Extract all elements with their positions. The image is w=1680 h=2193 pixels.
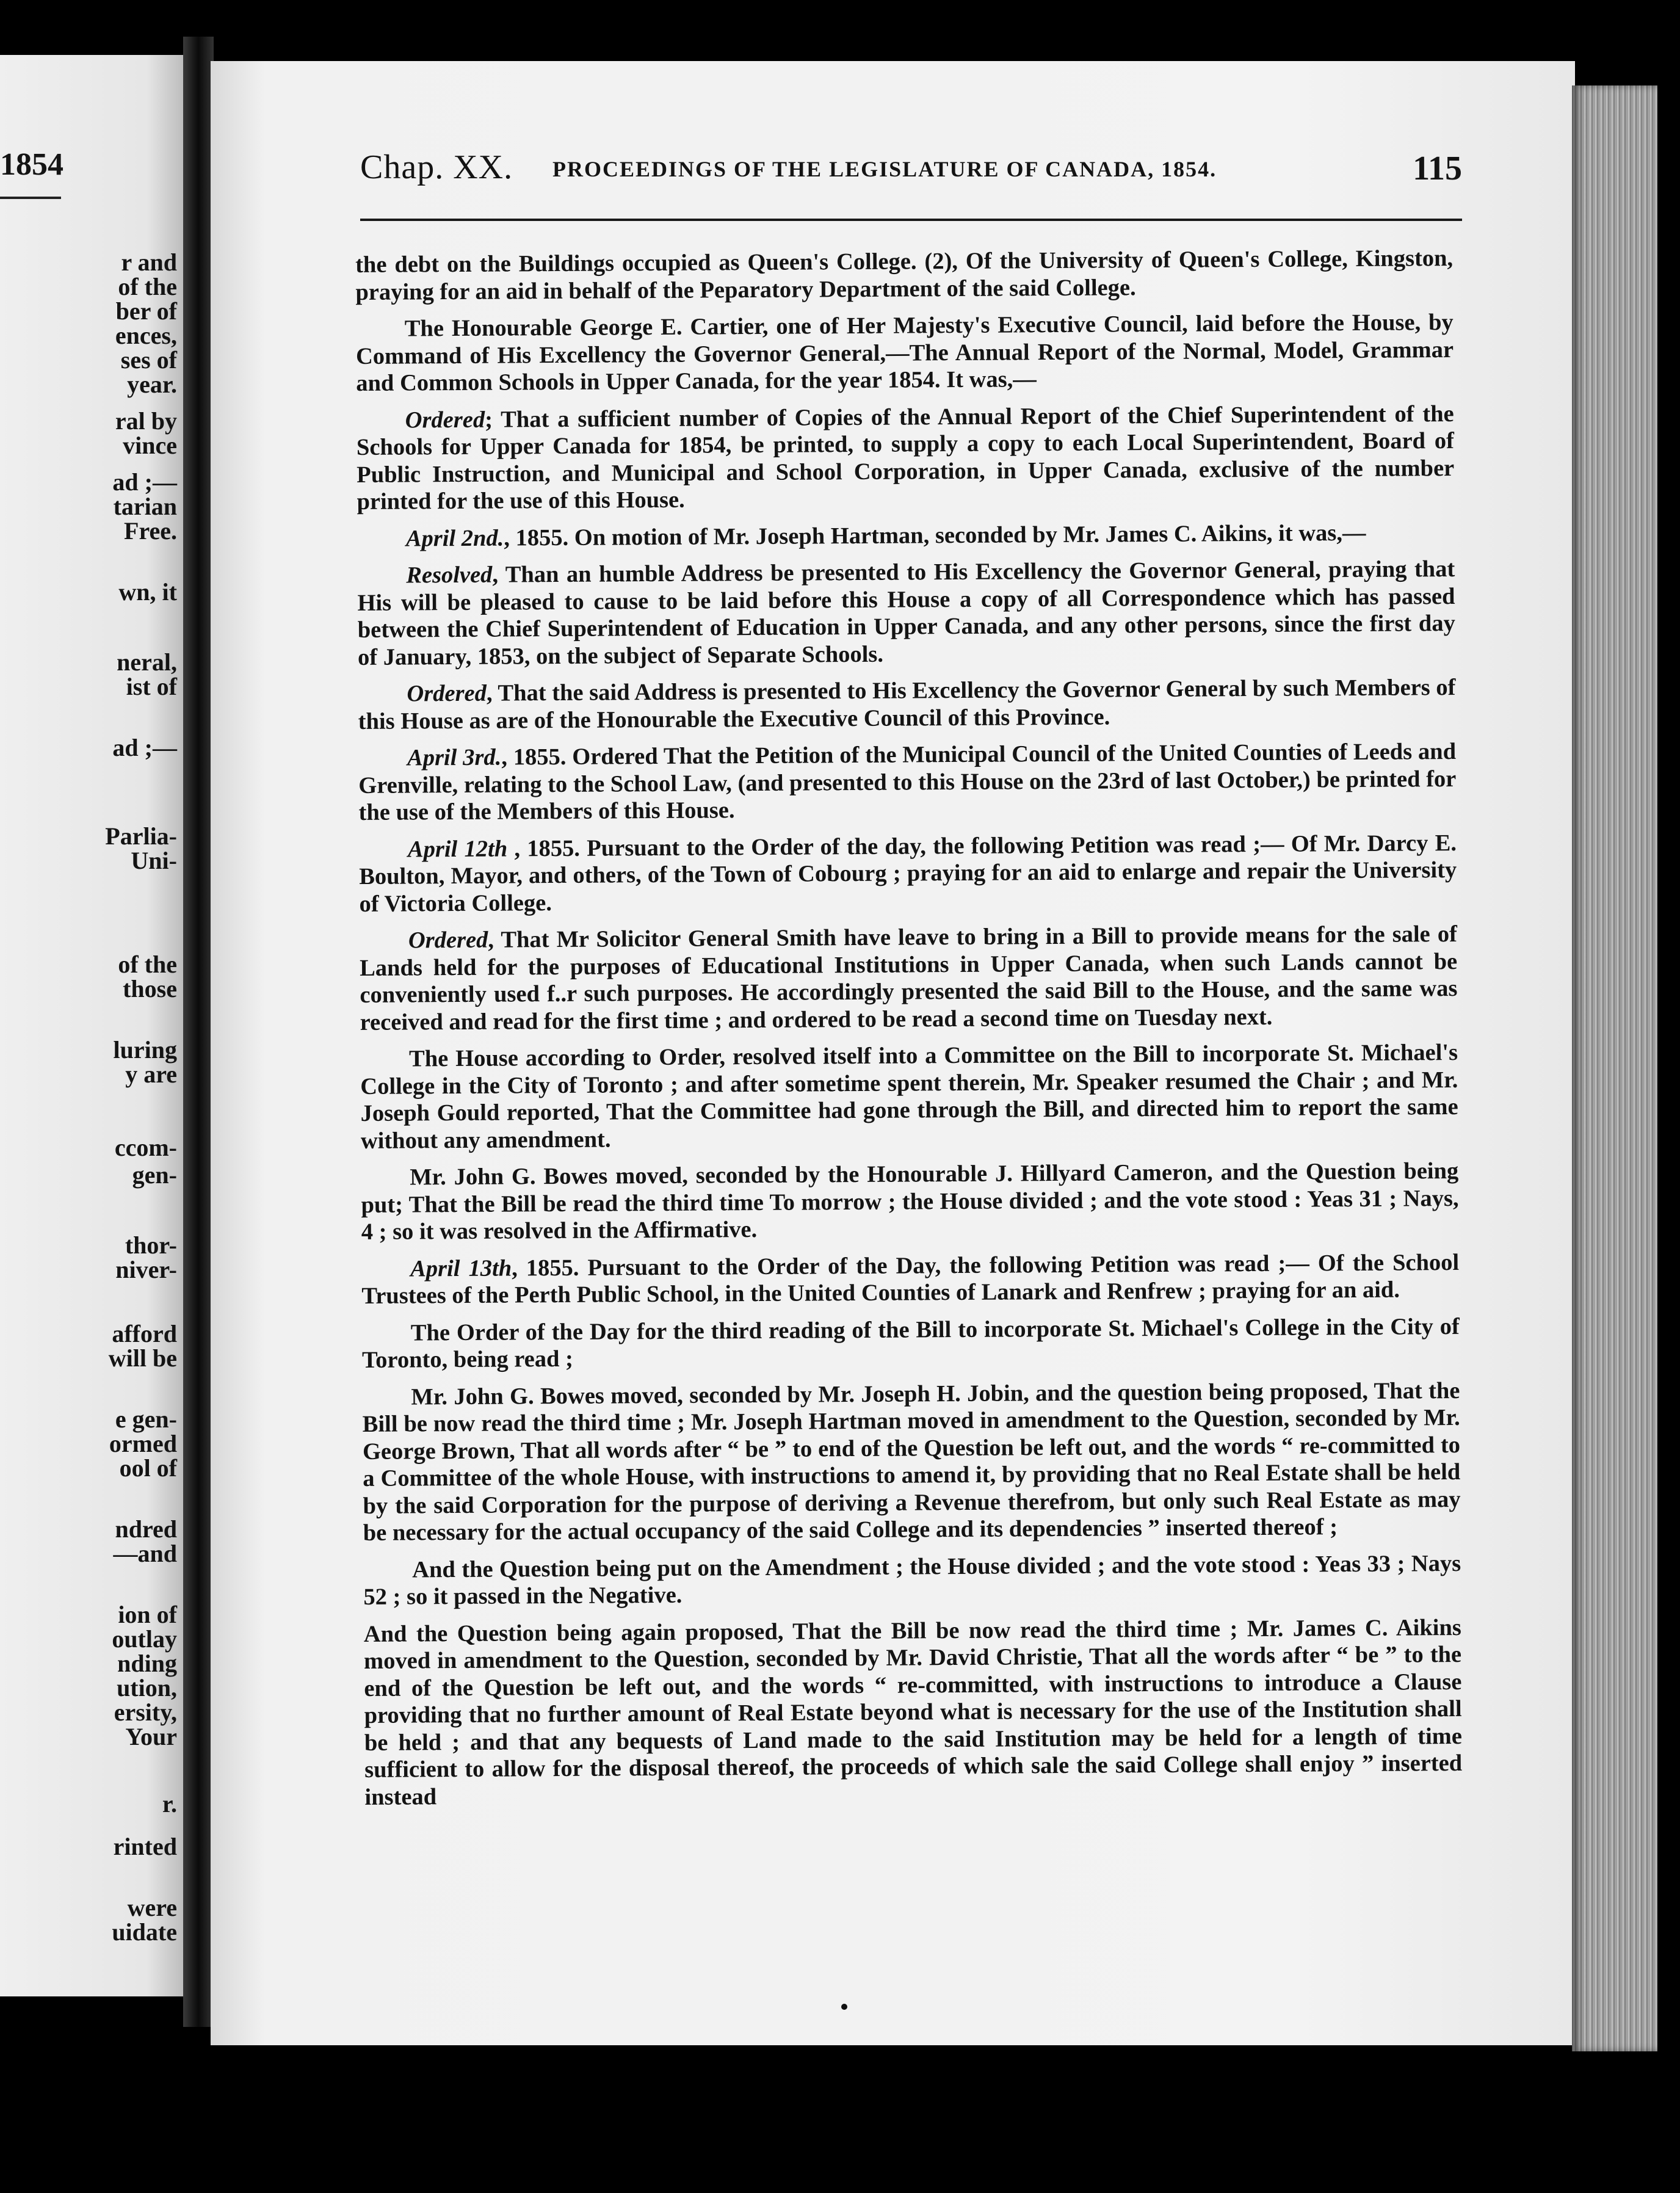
paragraph bbox=[356, 309, 1454, 397]
left-page-fragment: rinted bbox=[113, 1833, 177, 1860]
paragraph-lead: April 2nd. bbox=[405, 525, 504, 552]
left-page-fragment: niver- bbox=[115, 1256, 177, 1283]
left-page-fragment: Parlia- bbox=[105, 822, 177, 850]
paragraph-text: , Than an humble Address be presented to His Excellency the Governor General, praying that His will be pleased to cause to be laid before this House a copy of all Correspondence which has passed between the Chief Superintendent of Education in Upper Canada, and any other persons, since the first day of January, 1853, on the subject of Separate Schools. bbox=[357, 556, 1455, 670]
paragraph-text: And the Question being put on the Amendment ; the House divided ; and the vote stood : Yeas 33 ; Nays 52 ; so it passed in the Negative. bbox=[363, 1550, 1461, 1610]
chapter-label: Chap. XX. bbox=[360, 148, 513, 186]
paragraph bbox=[361, 1249, 1460, 1310]
paragraph-lead: April 12th bbox=[407, 835, 508, 862]
paragraph-lead: April 13th bbox=[410, 1255, 512, 1281]
paragraph bbox=[362, 1313, 1460, 1374]
left-page-fragment: year. bbox=[127, 371, 177, 398]
paragraph-text: Mr. John G. Bowes moved, seconded by the Honourable J. Hillyard Cameron, and the Question being put; That the Bill be read the third time To morrow ; the House divided ; and the vote stood : Yeas 31 ; Nays, 4 ; so it was resolved in the Affirmative. bbox=[361, 1158, 1459, 1245]
left-page-fragment: ution, bbox=[117, 1674, 177, 1702]
left-page-fragment: ion of bbox=[118, 1601, 177, 1628]
page-number: 115 bbox=[1413, 150, 1462, 187]
left-header-rule bbox=[0, 197, 61, 199]
left-page-fragment: outlay bbox=[112, 1625, 177, 1653]
left-page-fragment: ersity, bbox=[114, 1698, 177, 1726]
left-page-number: 1854 bbox=[0, 147, 63, 182]
paragraph-text: , 1855. Pursuant to the Order of the day, the following Petition was read ;— Of Mr. Darcy E. Boulton, Mayor, and others, of the Town of Cobourg ; praying for an aid to enlarge and repair the University of Victoria College. bbox=[359, 830, 1457, 917]
paragraph bbox=[357, 401, 1455, 516]
left-page-fragment: afford bbox=[112, 1320, 177, 1347]
paragraph-text: , 1855. Ordered That the Petition of the Municipal Council of the United Counties of Leeds and Grenville, relating to the School Law, (and presented to this House on the 23rd of last October,) be printed for the use of the Members of this House. bbox=[358, 739, 1457, 825]
left-page-fragment: Free. bbox=[124, 517, 177, 545]
left-page-fragment: luring bbox=[113, 1036, 177, 1064]
paragraph-lead: April 3rd. bbox=[407, 744, 502, 771]
left-page-fragment: nding bbox=[117, 1650, 177, 1677]
paragraph bbox=[357, 519, 1455, 553]
paragraph bbox=[360, 921, 1458, 1036]
left-page-fragment: vince bbox=[123, 432, 177, 459]
paragraph-lead: Resolved bbox=[406, 562, 493, 589]
left-page-fragment: Your bbox=[125, 1723, 177, 1750]
paragraph-text: , That the said Address is presented to His Excellency the Governor General by such Members of this House as are of the Honourable the Executive Council of this Province. bbox=[358, 675, 1456, 734]
paragraph-text: the debt on the Buildings occupied as Queen's College. (2), Of the University of Queen's College, Kingston, praying for an aid in behalf of the Peparatory Department of the said College. bbox=[355, 245, 1454, 305]
left-page-fragment: those bbox=[123, 975, 177, 1002]
paragraph bbox=[364, 1614, 1463, 1810]
paragraph bbox=[358, 738, 1457, 826]
paragraph-lead: Ordered bbox=[405, 407, 485, 433]
left-page-fragment: ses of bbox=[120, 346, 177, 374]
running-title: PROCEEDINGS OF THE LEGISLATURE OF CANADA, 1854. bbox=[552, 157, 1217, 181]
paragraph-text: The Honourable George E. Cartier, one of Her Majesty's Executive Council, laid before the House, by Command of His Excellency the Governor General,—The Annual Report of the Normal, Model, Grammar and Common Schools in Upper Canada, for the year 1854. It was,— bbox=[355, 310, 1454, 396]
left-page-fragment: ad ;— bbox=[112, 468, 177, 496]
paragraph-text: The Order of the Day for the third reading of the Bill to incorporate St. Michael's College in the City of Toronto, being read ; bbox=[361, 1313, 1460, 1373]
paragraph-lead: Ordered bbox=[407, 680, 487, 707]
paragraph-text: Mr. John G. Bowes moved, seconded by Mr. Joseph H. Jobin, and the question being proposed, That the Bill be now read the third time ; Mr. Joseph Hartman moved in amendment to the Question, seconded by Mr. George Brown, That all words after “ be ” to end of the Question be left out, and the words “ re-committed to a Committee of the whole House, with instructions to amend it, by providing that no Real Estate shall be held by the said Corporation for the purpose of deriving a Revenue therefrom, but only such Real Estate as may be necessary for the actual occupancy of the said College and its dependencies ” inserted thereof ; bbox=[362, 1377, 1461, 1546]
left-page-fragment: ndred bbox=[115, 1515, 177, 1543]
left-page-fragment: thor- bbox=[125, 1231, 177, 1259]
paragraph bbox=[359, 829, 1457, 917]
left-page-fragment: were bbox=[127, 1894, 177, 1921]
paragraph-text: , 1855. Pursuant to the Order of the Day, the following Petition was read ;— Of the School Trustees of the Perth Public School, in the United Counties of Lanark and Renfrew ; praying for an aid. bbox=[361, 1249, 1460, 1309]
left-page-fragment: will be bbox=[108, 1344, 177, 1372]
paragraph bbox=[362, 1377, 1461, 1546]
paragraph-text: , 1855. On motion of Mr. Joseph Hartman, seconded by Mr. James C. Aikins, it was,— bbox=[504, 520, 1366, 551]
left-page-fragment: of the bbox=[118, 273, 177, 300]
left-page-fragment: Uni- bbox=[131, 847, 177, 874]
left-page-fragment: r. bbox=[162, 1790, 177, 1818]
left-page-fragment: ool of bbox=[119, 1454, 177, 1482]
paragraph bbox=[358, 674, 1456, 735]
left-page-fragment: gen- bbox=[132, 1161, 177, 1189]
left-page-fragment: r and bbox=[121, 248, 177, 276]
header-rule bbox=[360, 219, 1462, 221]
paragraph-lead: Ordered bbox=[408, 927, 488, 954]
left-page-fragment: of the bbox=[118, 951, 177, 978]
paragraph-text: The House according to Order, resolved itself into a Committee on the Bill to incorporate St. Michael's College in the City of Toronto ; and after sometime spent therein, Mr. Speaker resumed the Chair ; and Mr. Joseph Gould reported, That the Committee had gone through the Bill, and directed him to report the same without any amendment. bbox=[360, 1039, 1458, 1154]
ink-speck bbox=[841, 2004, 847, 2010]
left-page-fragment: neral, bbox=[117, 648, 177, 676]
left-page-fragment: ccom- bbox=[114, 1134, 177, 1161]
left-page-fragment: ad ;— bbox=[112, 734, 177, 761]
left-page-fragment: y are bbox=[125, 1060, 177, 1088]
page-edges bbox=[1572, 85, 1657, 2051]
body-text bbox=[355, 245, 1463, 1811]
left-page-fragment: ences, bbox=[115, 322, 177, 349]
left-page-fragment: —and bbox=[113, 1540, 177, 1567]
paragraph bbox=[357, 556, 1455, 671]
paragraph bbox=[360, 1039, 1458, 1154]
left-page-fragment: tarian bbox=[113, 493, 177, 520]
book-gutter bbox=[183, 37, 214, 2027]
left-page-fragment: uidate bbox=[112, 1918, 177, 1946]
paragraph bbox=[363, 1550, 1461, 1611]
left-page-fragment: ist of bbox=[126, 673, 177, 700]
left-page-fragment: wn, it bbox=[118, 578, 177, 606]
left-page-fragment: ral by bbox=[115, 407, 177, 435]
page-header bbox=[360, 148, 1462, 197]
left-page-margin bbox=[0, 55, 183, 1996]
paragraph-text: , That Mr Solicitor General Smith have leave to bring in a Bill to provide means for the sale of Lands held for the purposes of Educational Institutions in Upper Canada, when such Lands cannot be conveniently used f..r such purposes. He accordingly presented the said Bill to the House, and the same was received and read for the first time ; and ordered to be read a second time on Tuesday next. bbox=[360, 921, 1458, 1035]
paragraph bbox=[361, 1158, 1459, 1245]
left-page-fragment: e gen- bbox=[115, 1405, 177, 1433]
paragraph-text: ; That a sufficient number of Copies of the Annual Report of the Chief Superintendent of the Schools for Upper Canada for 1854, be printed, to supply a copy to each Local Superintendent, Board of Public Instruction, and Municipal and School Corporation, in Upper Canada, exclusive of the number printed for the use of this House. bbox=[356, 401, 1455, 515]
left-page-fragment: ber of bbox=[115, 297, 177, 325]
paragraph bbox=[355, 245, 1454, 306]
paragraph-text: And the Question being again proposed, That the Bill be now read the third time ; Mr. James C. Aikins moved in amendment to the Question, seconded by Mr. David Christie, That all the words after “ be ” to the end of the Question be left out, and the words “ re-committed, with instructions to introduce a Clause providing that no further amount of Real Estate beyond what is necessary for the use of the Institution shall be held ; and that any bequests of Land made to the said Institution may be held for a length of time sufficient to allow for the disposal thereof, the proceeds of which sale the said College shall enjoy ” inserted instead bbox=[363, 1614, 1463, 1810]
left-page-fragment: ormed bbox=[109, 1430, 177, 1457]
